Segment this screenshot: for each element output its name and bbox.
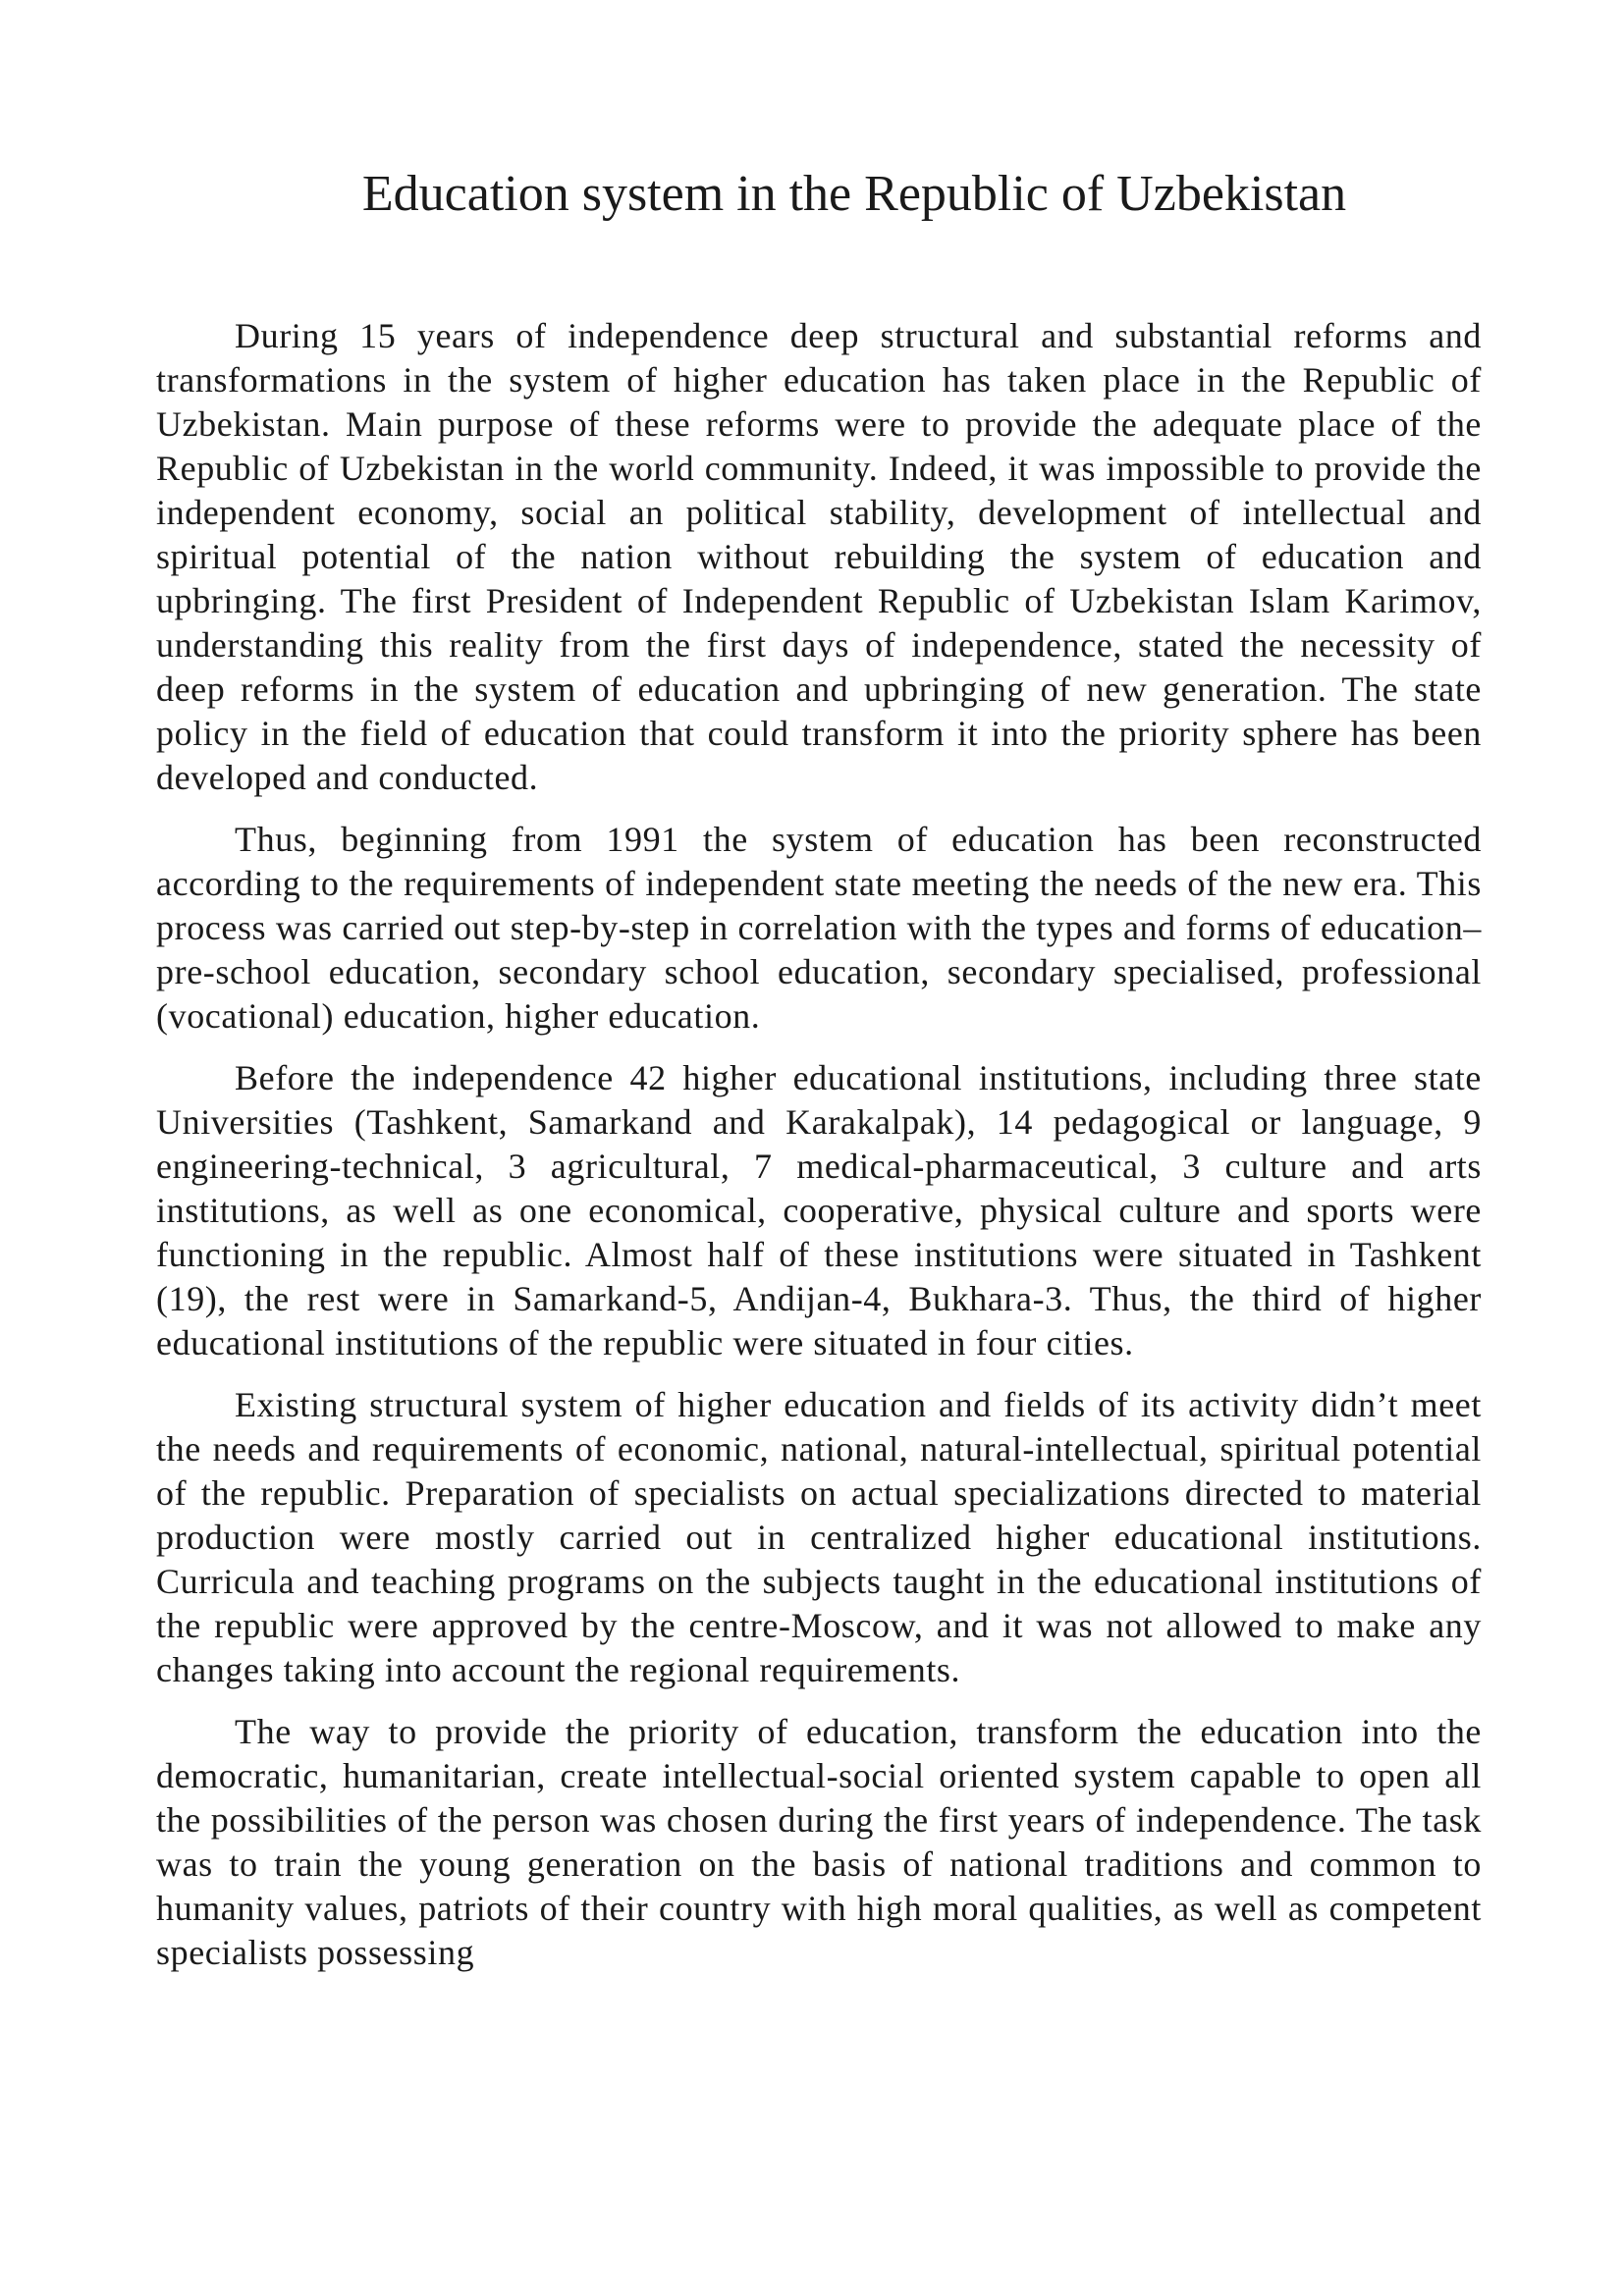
paragraph-2: Thus, beginning from 1991 the system of education has been reconstructed according to the requirements of independent state meeting the needs of the new era. This process was carried out step-by-step in correlation with the types and forms of education– pre-school education, secondary school education, secondary specialised, professional (vocational) education, higher education. [156, 820, 1482, 1036]
document-body [156, 314, 1482, 1993]
paragraph-1: During 15 years of independence deep structural and substantial reforms and transformations in the system of higher education has taken place in the Republic of Uzbekistan. Main purpose of these reforms were to provide the adequate place of the Republic of Uzbekistan in the world community. Indeed, it was impossible to provide the independent economy, social an political stability, development of intellectual and spiritual potential of the nation without rebuilding the system of education and upbringing. The first President of Independent Republic of Uzbekistan Islam Karimov, understanding this reality from the first days of independence, stated the necessity of deep reforms in the system of education and upbringing of new generation. The state policy in the field of education that could transform it into the priority sphere has been developed and conducted. [156, 316, 1482, 797]
paragraph-3: Before the independence 42 higher educational institutions, including three state Universities (Tashkent, Samarkand and Karakalpak), 14 pedagogical or language, 9 engineering-technical, 3 agricultural, 7 medical-pharmaceutical, 3 culture and arts institutions, as well as one economical, cooperative, physical culture and sports were functioning in the republic. Almost half of these institutions were situated in Tashkent (19), the rest were in Samarkand-5, Andijan-4, Bukhara-3. Thus, the third of higher educational institutions of the republic were situated in four cities. [156, 1058, 1482, 1362]
document-title: Education system in the Republic of Uzbekistan [361, 166, 1347, 222]
paragraph-5: The way to provide the priority of education, transform the education into the democratic, humanitarian, create intellectual-social oriented system capable to open all the possibilities of the person was chosen during the first years of independence. The task was to train the young generation on the basis of national traditions and common to humanity values, patriots of their country with high moral qualities, as well as competent specialists possessing [156, 1712, 1482, 1972]
paragraph-4: Existing structural system of higher education and fields of its activity didn’t meet the needs and requirements of economic, national, natural-intellectual, spiritual potential of the republic. Preparation of specialists on actual specializations directed to material production were mostly carried out in centralized higher educational institutions. Curricula and teaching programs on the subjects taught in the educational institutions of the republic were approved by the centre-Moscow, and it was not allowed to make any changes taking into account the regional requirements. [156, 1385, 1482, 1689]
